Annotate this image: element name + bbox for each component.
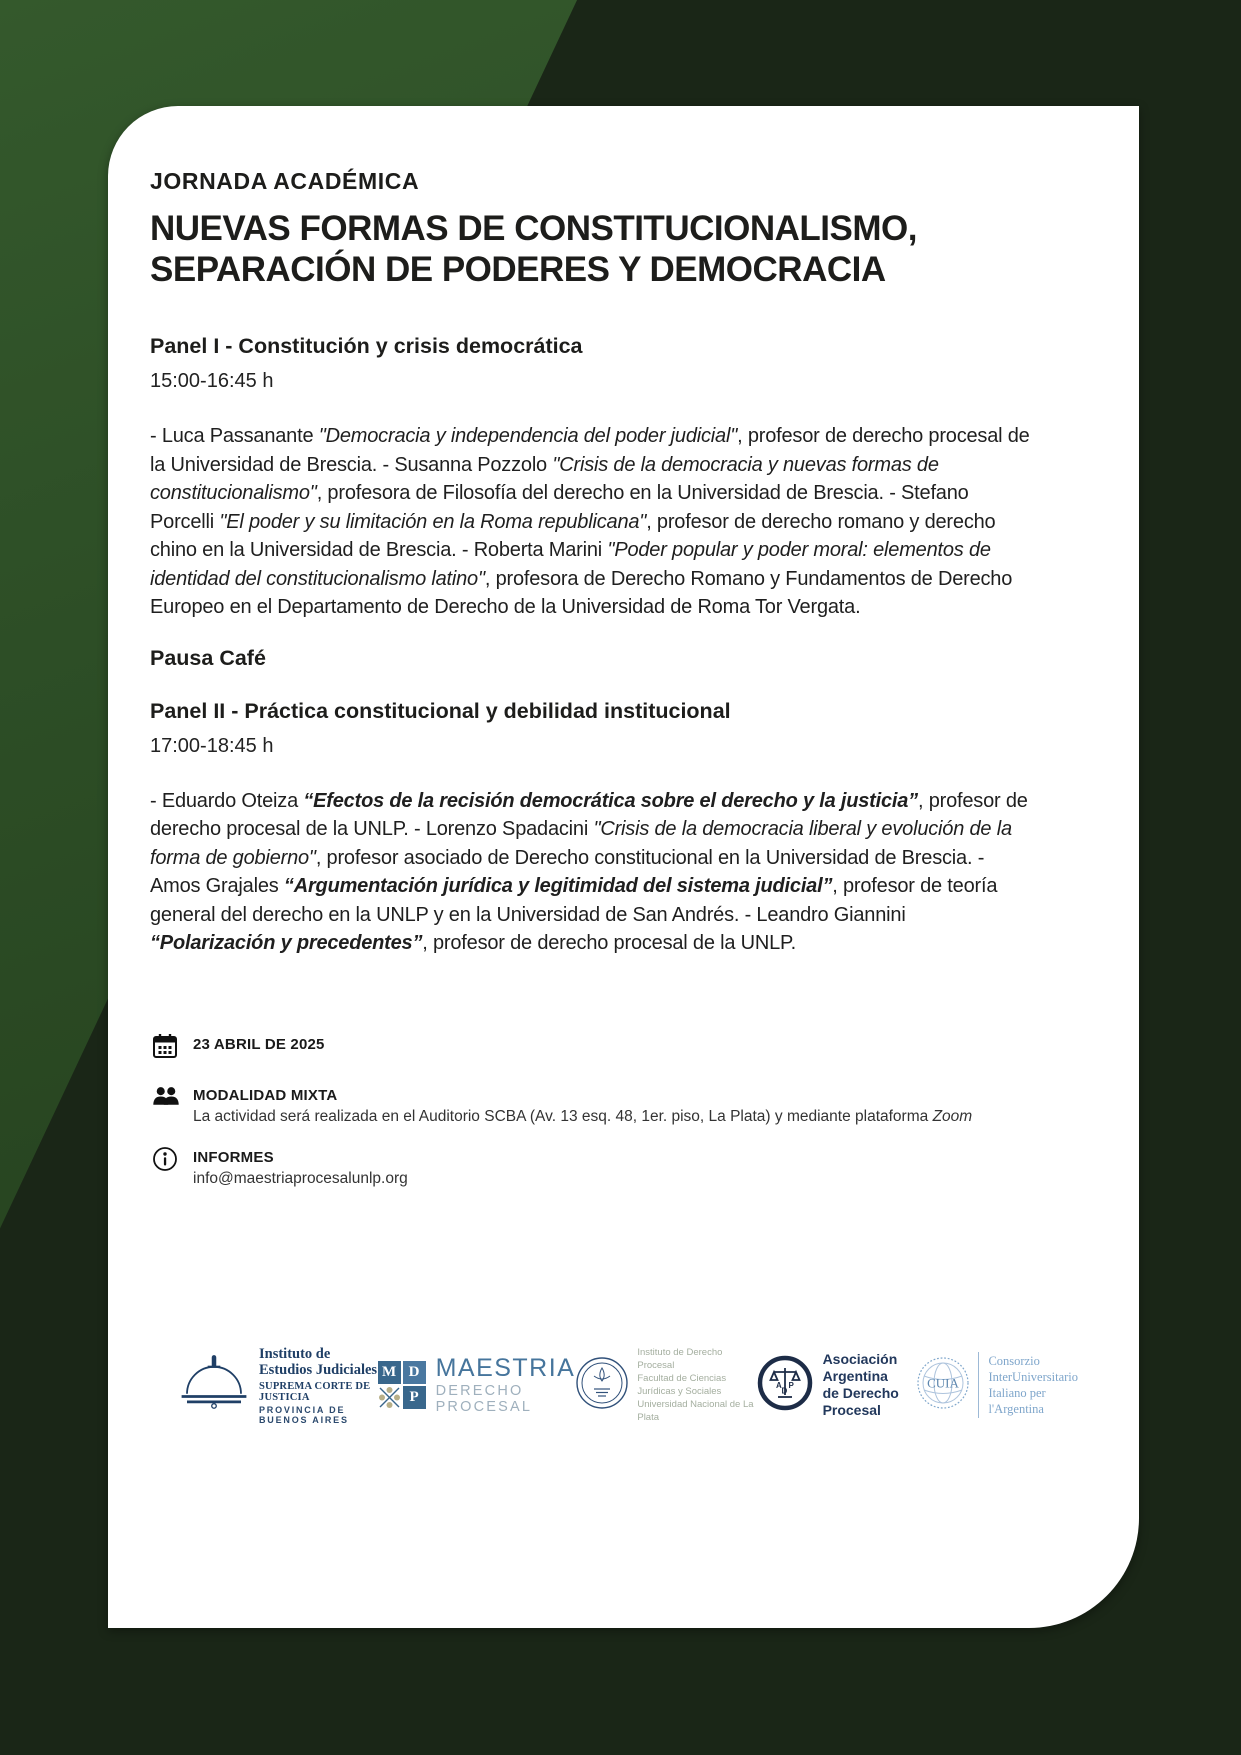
speaker-name: - Luca Passanante bbox=[150, 425, 319, 447]
event-title bbox=[150, 208, 1050, 290]
logo-cuia bbox=[916, 1352, 1078, 1418]
modality-text: La actividad será realizada en el Auditorio SCBA (Av. 13 esq. 48, 1er. piso, La Plata) y mediante plataforma bbox=[193, 1107, 933, 1125]
mdp-logo-text bbox=[435, 1353, 576, 1415]
cuia-line4: l'Argentina bbox=[988, 1402, 1044, 1416]
speaker-quote: "Democracia y independencia del poder judicial" bbox=[318, 425, 738, 447]
speaker-quote: "El poder y su limitación en la Roma republicana" bbox=[219, 510, 647, 533]
unlp-line2: Facultad de Ciencias Jurídicas y Sociales bbox=[637, 1373, 727, 1397]
date-label: 23 ABRIL DE 2025 bbox=[193, 1035, 325, 1053]
speaker-quote: “Argumentación jurídica y legitimidad del sistema judicial” bbox=[283, 875, 833, 897]
svg-text:A: A bbox=[775, 1380, 782, 1390]
info-section bbox=[152, 1032, 1139, 1188]
speaker-quote: “Efectos de la recisión democrática sobre el derecho y la justicia” bbox=[303, 789, 918, 812]
cuia-line1: Consorzio bbox=[988, 1354, 1040, 1368]
mdp-letter-p: P bbox=[403, 1386, 426, 1409]
calendar-icon bbox=[152, 1032, 179, 1064]
speaker-name: - Leandro Giannini bbox=[744, 903, 906, 926]
cuia-line2: InterUniversitario bbox=[988, 1370, 1079, 1384]
mdp-pattern-cell bbox=[378, 1386, 401, 1409]
panel2-speakers bbox=[150, 787, 1035, 958]
cuia-logo-text bbox=[988, 1353, 1078, 1417]
mdp-letter-m: M bbox=[378, 1361, 401, 1384]
speaker-affiliation: , profesor asociado de Derecho constitucional en la Universidad de Brescia. bbox=[315, 846, 973, 869]
date-row bbox=[152, 1032, 1139, 1064]
speaker-quote: "Poder popular y poder moral: elementos de identidad del constitucionalismo latino" bbox=[150, 539, 991, 590]
logo-unlp-instituto-derecho-procesal bbox=[575, 1346, 756, 1424]
mdp-grid-icon bbox=[378, 1361, 426, 1409]
modality-row bbox=[152, 1083, 1139, 1126]
speaker-affiliation: , profesor de derecho procesal de la UNLP. bbox=[150, 789, 1028, 840]
unlp-line1: Instituto de Derecho Procesal bbox=[637, 1347, 723, 1371]
speaker-quote: "Crisis de la democracia y nuevas formas de constitucionalismo" bbox=[150, 453, 939, 504]
event-title-line1: NUEVAS FORMAS DE CONSTITUCIONALISMO, bbox=[150, 209, 917, 248]
speaker-affiliation: , profesor de derecho procesal de la UNLP. bbox=[422, 932, 796, 954]
contact-email: info@maestriaprocesalunlp.org bbox=[193, 1169, 408, 1187]
courthouse-dome-icon bbox=[178, 1354, 250, 1417]
speaker-name: - Eduardo Oteiza bbox=[150, 789, 304, 812]
panel1-time: 15:00-16:45 h bbox=[150, 370, 274, 392]
poster-card bbox=[108, 106, 1139, 1628]
panel2-heading: Panel II - Práctica constitucional y debilidad institucional bbox=[150, 698, 731, 723]
unlp-line3: Universidad Nacional de La Plata bbox=[637, 1399, 754, 1423]
speaker-name: - Stefano Porcelli bbox=[150, 482, 969, 533]
coffee-break-label: Pausa Café bbox=[150, 645, 266, 670]
panel2-time: 17:00-18:45 h bbox=[150, 734, 274, 757]
speaker-name: - Lorenzo Spadacini bbox=[414, 818, 594, 840]
logo-asociacion-argentina-derecho-procesal bbox=[757, 1351, 917, 1419]
contact-label: INFORMES bbox=[193, 1148, 274, 1166]
mdp-letter-d: D bbox=[403, 1361, 426, 1384]
cuia-globe-icon bbox=[916, 1356, 970, 1415]
aadp-line1: Asociación Argentina bbox=[822, 1351, 898, 1384]
modality-label: MODALIDAD MIXTA bbox=[193, 1086, 338, 1104]
partner-logos bbox=[178, 1346, 1078, 1425]
speaker-name: - Roberta Marini bbox=[461, 539, 608, 561]
svg-text:D: D bbox=[781, 1386, 787, 1395]
speaker-affiliation: , profesor de derecho romano y derecho chino en la Universidad de Brescia. bbox=[150, 510, 996, 561]
unlp-seal-icon bbox=[575, 1356, 629, 1415]
iej-logo-text bbox=[259, 1346, 378, 1425]
mdp-line2: DERECHO PROCESAL bbox=[435, 1382, 533, 1415]
mdp-line1: MAESTRIA bbox=[435, 1353, 576, 1382]
logo-instituto-estudios-judiciales bbox=[178, 1346, 378, 1425]
cuia-seal-letters: CUIA bbox=[927, 1375, 960, 1390]
speaker-affiliation: , profesora de Derecho Romano y Fundamentos de Derecho Europeo en el Departamento de Derecho de la Universidad de Roma Tor Vergata. bbox=[150, 567, 1013, 618]
iej-line1: Instituto de bbox=[259, 1345, 331, 1362]
info-icon bbox=[152, 1145, 179, 1188]
logo-maestria-derecho-procesal bbox=[378, 1353, 576, 1415]
modality-description bbox=[193, 1108, 1013, 1126]
event-title-line2: SEPARACIÓN DE PODERES Y DEMOCRACIA bbox=[150, 250, 886, 289]
people-icon bbox=[152, 1083, 179, 1126]
speaker-affiliation: , profesora de Filosofía del derecho en la Universidad de Brescia. bbox=[316, 482, 884, 504]
speaker-name: - Susanna Pozzolo bbox=[382, 453, 553, 476]
speaker-quote: “Polarización y precedentes” bbox=[150, 932, 423, 954]
modality-platform: Zoom bbox=[932, 1107, 973, 1125]
speaker-affiliation: , profesor de teoría general del derecho en la UNLP y en la Universidad de San Andrés. bbox=[150, 875, 998, 926]
iej-line3: SUPREMA CORTE DE JUSTICIA bbox=[259, 1380, 371, 1403]
unlp-logo-text bbox=[637, 1346, 756, 1424]
aadp-scales-seal-icon bbox=[757, 1355, 813, 1416]
cuia-divider bbox=[978, 1352, 979, 1418]
contact-row bbox=[152, 1145, 1139, 1188]
cuia-line3: Italiano per bbox=[988, 1386, 1046, 1400]
speaker-quote: "Crisis de la democracia liberal y evolución de la forma de gobierno" bbox=[150, 818, 1012, 869]
aadp-logo-text bbox=[823, 1351, 917, 1419]
svg-text:P: P bbox=[788, 1380, 794, 1390]
panel1-speakers bbox=[150, 422, 1035, 622]
event-kicker: JORNADA ACADÉMICA bbox=[150, 168, 420, 194]
panel1-heading: Panel I - Constitución y crisis democrática bbox=[150, 334, 583, 358]
speaker-affiliation: , profesor de derecho procesal de la Universidad de Brescia. bbox=[150, 425, 1030, 476]
aadp-line2: de Derecho Procesal bbox=[822, 1385, 899, 1418]
iej-line2: Estudios Judiciales bbox=[259, 1361, 378, 1378]
iej-line4: PROVINCIA DE BUENOS AIRES bbox=[259, 1404, 349, 1425]
speaker-name: - Amos Grajales bbox=[150, 846, 985, 897]
